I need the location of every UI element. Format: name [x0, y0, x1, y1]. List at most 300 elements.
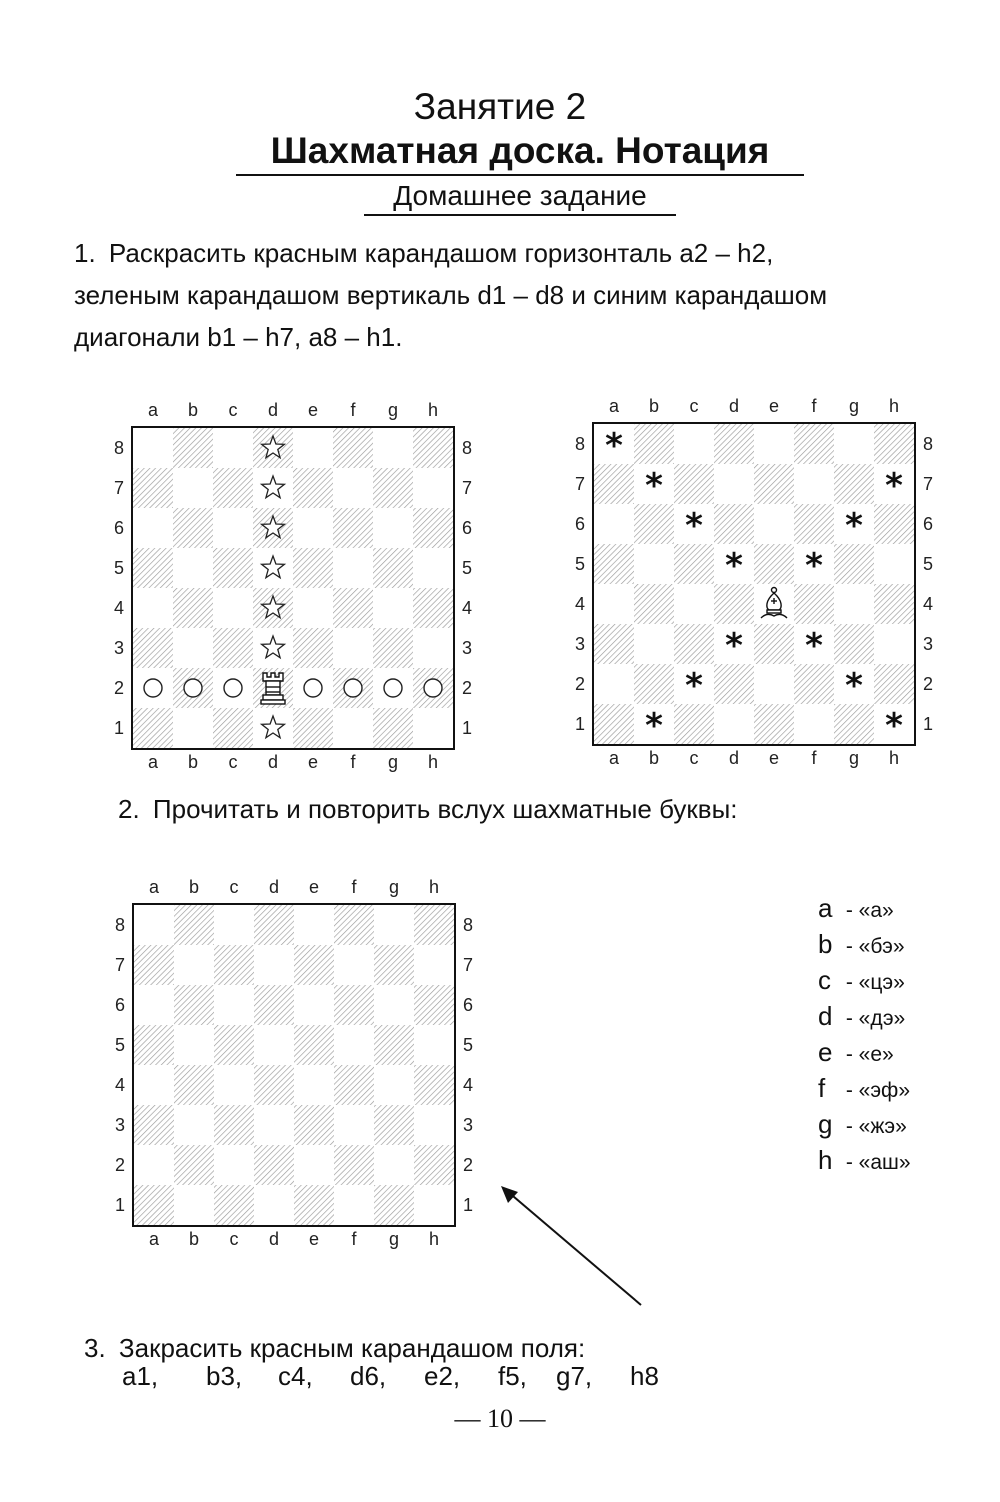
file-label: b [188, 1229, 199, 1249]
square-c7 [213, 468, 253, 508]
rank-label: 4 [462, 1075, 473, 1095]
rank-label: 7 [922, 474, 933, 494]
letter-item [818, 1037, 894, 1068]
chessboard-3 [132, 903, 456, 1227]
page-title: Шахматная доска. Нотация [236, 130, 804, 176]
square-h7 [414, 945, 454, 985]
file-label: b [188, 877, 199, 897]
square-c8 [214, 905, 254, 945]
square-a8 [133, 428, 173, 468]
rank-label: 7 [461, 478, 472, 498]
file-label: e [308, 877, 319, 897]
square-c2 [214, 1145, 254, 1185]
file-label: g [848, 396, 859, 416]
file-label: b [187, 752, 198, 772]
square-f1 [333, 708, 373, 748]
rank-label: 7 [462, 955, 473, 975]
square-f1 [794, 704, 834, 744]
rank-label: 6 [114, 995, 125, 1015]
square-b5 [173, 548, 213, 588]
file-label: g [848, 748, 859, 768]
rank-label: 1 [113, 718, 124, 738]
square-a3 [134, 1105, 174, 1145]
square-g1 [373, 708, 413, 748]
letter-item [818, 1073, 910, 1104]
letter-symbol: e [818, 1037, 833, 1067]
square-a6 [594, 504, 634, 544]
square-e6 [294, 985, 334, 1025]
letter-pronunciation: - «е» [840, 1043, 894, 1066]
rank-label: 8 [113, 438, 124, 458]
square-b2 [634, 664, 674, 704]
rank-label: 1 [114, 1195, 125, 1215]
file-label: g [387, 400, 398, 420]
square-a1 [133, 708, 173, 748]
square-g3 [834, 624, 874, 664]
task-1-line-3: диагонали b1 – h7, a8 – h1. [74, 322, 403, 352]
square-a3 [594, 624, 634, 664]
file-label: f [350, 400, 356, 420]
square-a5 [594, 544, 634, 584]
circle-mark-icon [144, 679, 162, 697]
square-label: d6, [350, 1361, 387, 1391]
letter-pronunciation: - «жэ» [840, 1115, 907, 1138]
square-h6 [413, 508, 453, 548]
file-label: h [888, 396, 899, 416]
square-d2 [714, 664, 754, 704]
file-label: e [768, 396, 779, 416]
square-e6 [754, 504, 794, 544]
circle-mark-icon [384, 679, 402, 697]
asterisk-mark-icon: * [685, 506, 703, 546]
square-f7 [333, 468, 373, 508]
square-h5 [414, 1025, 454, 1065]
rank-label: 2 [113, 678, 124, 698]
square-f6 [794, 504, 834, 544]
file-label: h [428, 877, 439, 897]
square-h5 [413, 548, 453, 588]
square-h3 [874, 624, 914, 664]
square-f8 [334, 905, 374, 945]
square-c1 [674, 704, 714, 744]
letter-symbol: b [818, 929, 833, 959]
square-d1 [254, 1185, 294, 1225]
rank-label: 6 [113, 518, 124, 538]
square-a8 [134, 905, 174, 945]
rank-label: 1 [574, 714, 585, 734]
task-3 [84, 1331, 585, 1365]
rank-label: 8 [114, 915, 125, 935]
square-g1 [374, 1185, 414, 1225]
letter-symbol: f [818, 1073, 826, 1103]
square-f2 [334, 1145, 374, 1185]
rank-label: 5 [113, 558, 124, 578]
file-label: h [428, 1229, 439, 1249]
square-f6 [334, 985, 374, 1025]
page-subtitle: Домашнее задание [364, 180, 676, 216]
file-label: d [268, 877, 279, 897]
asterisk-mark-icon: * [645, 706, 663, 744]
letter-pronunciation: - «а» [840, 899, 894, 922]
rank-label: 4 [574, 594, 585, 614]
square-f4 [794, 584, 834, 624]
square-f7 [334, 945, 374, 985]
letter-symbol: c [818, 965, 831, 995]
square-a4 [133, 588, 173, 628]
square-b8 [174, 905, 214, 945]
square-a5 [134, 1025, 174, 1065]
square-h1 [414, 1185, 454, 1225]
file-label: e [308, 1229, 319, 1249]
rank-label: 6 [462, 995, 473, 1015]
file-label: d [267, 752, 278, 772]
square-label: e2, [424, 1361, 461, 1391]
square-b3 [634, 624, 674, 664]
square-a7 [594, 464, 634, 504]
square-h7 [413, 468, 453, 508]
rank-label: 2 [461, 678, 472, 698]
letter-item [818, 893, 894, 924]
file-label: a [147, 400, 158, 420]
square-e3 [294, 1105, 334, 1145]
square-e3 [754, 624, 794, 664]
square-a1 [594, 704, 634, 744]
rank-label: 4 [461, 598, 472, 618]
square-g8 [373, 428, 413, 468]
task-1-number: 1. [74, 238, 96, 268]
square-b4 [174, 1065, 214, 1105]
square-g5 [374, 1025, 414, 1065]
square-h6 [874, 504, 914, 544]
square-c6 [213, 508, 253, 548]
rank-label: 3 [113, 638, 124, 658]
rank-label: 3 [462, 1115, 473, 1135]
square-a6 [134, 985, 174, 1025]
file-label: a [608, 396, 619, 416]
square-c5 [214, 1025, 254, 1065]
square-d4 [714, 584, 754, 624]
square-e5 [754, 544, 794, 584]
square-c3 [674, 624, 714, 664]
square-g8 [374, 905, 414, 945]
square-e1 [293, 708, 333, 748]
square-b3 [174, 1105, 214, 1145]
square-b4 [173, 588, 213, 628]
file-label: b [648, 748, 659, 768]
rank-label: 4 [922, 594, 933, 614]
square-g4 [374, 1065, 414, 1105]
file-label: c [689, 748, 699, 768]
rank-label: 7 [574, 474, 585, 494]
square-h3 [414, 1105, 454, 1145]
rank-label: 5 [114, 1035, 125, 1055]
square-g6 [374, 985, 414, 1025]
arrow-icon [495, 1178, 650, 1313]
square-c4 [214, 1065, 254, 1105]
square-b8 [634, 424, 674, 464]
file-label: e [768, 748, 779, 768]
square-f8 [333, 428, 373, 468]
square-e4 [294, 1065, 334, 1105]
square-f3 [333, 628, 373, 668]
rank-label: 5 [922, 554, 933, 574]
square-d7 [714, 464, 754, 504]
square-d8 [714, 424, 754, 464]
square-g7 [374, 945, 414, 985]
asterisk-mark-icon: * [885, 706, 903, 744]
square-label: f5, [498, 1361, 527, 1391]
letter-item [818, 1145, 911, 1176]
task-3-text: Закрасить красным карандашом поля: [118, 1333, 586, 1363]
asterisk-mark-icon: * [725, 626, 743, 666]
rank-label: 2 [114, 1155, 125, 1175]
asterisk-mark-icon: * [645, 466, 663, 506]
square-a1 [134, 1185, 174, 1225]
square-e8 [754, 424, 794, 464]
square-d8 [254, 905, 294, 945]
square-d5 [254, 1025, 294, 1065]
file-label: c [229, 1229, 239, 1249]
letter-symbol: d [818, 1001, 833, 1031]
square-f4 [334, 1065, 374, 1105]
square-b5 [634, 544, 674, 584]
file-label: g [388, 1229, 399, 1249]
rank-label: 2 [922, 674, 933, 694]
rank-label: 7 [114, 955, 125, 975]
square-g8 [834, 424, 874, 464]
square-h5 [874, 544, 914, 584]
square-c7 [214, 945, 254, 985]
square-h8 [414, 905, 454, 945]
rank-label: 2 [462, 1155, 473, 1175]
square-b7 [174, 945, 214, 985]
rank-label: 2 [574, 674, 585, 694]
file-label: c [228, 752, 238, 772]
rank-label: 1 [462, 1195, 473, 1215]
square-label: a1, [122, 1361, 159, 1391]
letter-pronunciation: - «бэ» [840, 935, 905, 958]
asterisk-mark-icon: * [845, 666, 863, 706]
rank-label: 4 [114, 1075, 125, 1095]
rank-label: 8 [461, 438, 472, 458]
square-h8 [874, 424, 914, 464]
square-g3 [374, 1105, 414, 1145]
file-label: d [728, 396, 739, 416]
asterisk-mark-icon: * [805, 626, 823, 666]
letter-item [818, 1001, 905, 1032]
square-e7 [754, 464, 794, 504]
square-a7 [134, 945, 174, 985]
square-f5 [334, 1025, 374, 1065]
square-a3 [133, 628, 173, 668]
page-number: — 10 — [454, 1404, 546, 1433]
rank-label: 1 [461, 718, 472, 738]
file-label: a [148, 877, 159, 897]
square-f8 [794, 424, 834, 464]
square-label: h8 [630, 1361, 659, 1391]
task-2-number: 2. [118, 794, 140, 824]
square-g5 [834, 544, 874, 584]
square-a2 [594, 664, 634, 704]
square-g2 [374, 1145, 414, 1185]
square-c7 [674, 464, 714, 504]
square-c8 [674, 424, 714, 464]
square-e2 [294, 1145, 334, 1185]
square-e8 [293, 428, 333, 468]
rank-label: 5 [574, 554, 585, 574]
letter-pronunciation: - «дэ» [840, 1007, 906, 1030]
square-a6 [133, 508, 173, 548]
square-a7 [133, 468, 173, 508]
square-c6 [214, 985, 254, 1025]
task-1-line-2: зеленым карандашом вертикаль d1 – d8 и синим карандашом [74, 280, 828, 310]
square-a2 [134, 1145, 174, 1185]
square-b5 [174, 1025, 214, 1065]
file-label: g [388, 877, 399, 897]
square-f6 [333, 508, 373, 548]
square-d6 [254, 985, 294, 1025]
square-a5 [133, 548, 173, 588]
square-c4 [674, 584, 714, 624]
square-h4 [413, 588, 453, 628]
chessboard-1 [131, 426, 455, 750]
square-d1 [714, 704, 754, 744]
rank-label: 4 [113, 598, 124, 618]
square-e3 [293, 628, 333, 668]
square-d3 [254, 1105, 294, 1145]
circle-mark-icon [304, 679, 322, 697]
square-d7 [254, 945, 294, 985]
letter-item [818, 965, 905, 996]
square-b1 [173, 708, 213, 748]
square-h4 [874, 584, 914, 624]
letter-pronunciation: - «цэ» [840, 971, 905, 994]
letter-symbol: g [818, 1109, 833, 1139]
square-b6 [634, 504, 674, 544]
letter-item [818, 929, 905, 960]
circle-mark-icon [184, 679, 202, 697]
square-g4 [373, 588, 413, 628]
task-1-line-1: Раскрасить красным карандашом горизонталь a2 – h2, [108, 238, 774, 268]
square-g4 [834, 584, 874, 624]
asterisk-mark-icon: * [885, 466, 903, 506]
square-f1 [334, 1185, 374, 1225]
circle-mark-icon [344, 679, 362, 697]
asterisk-mark-icon: * [725, 546, 743, 586]
rank-label: 8 [462, 915, 473, 935]
square-h8 [413, 428, 453, 468]
square-f7 [794, 464, 834, 504]
circle-mark-icon [424, 679, 442, 697]
task-2 [118, 794, 738, 825]
file-label: c [229, 877, 239, 897]
square-label: g7, [556, 1361, 593, 1391]
square-d2 [254, 1145, 294, 1185]
square-f3 [334, 1105, 374, 1145]
square-g7 [373, 468, 413, 508]
file-label: a [147, 752, 158, 772]
rank-label: 6 [574, 514, 585, 534]
file-label: d [267, 400, 278, 420]
asterisk-mark-icon: * [805, 546, 823, 586]
file-label: a [608, 748, 619, 768]
lesson-number: Занятие 2 [413, 86, 587, 127]
rank-label: 7 [113, 478, 124, 498]
file-label: c [689, 396, 699, 416]
file-label: f [350, 752, 356, 772]
square-c3 [214, 1105, 254, 1145]
file-label: b [187, 400, 198, 420]
square-e4 [293, 588, 333, 628]
square-h2 [874, 664, 914, 704]
square-h3 [413, 628, 453, 668]
square-f4 [333, 588, 373, 628]
file-label: f [811, 396, 817, 416]
file-label: c [228, 400, 238, 420]
chessboard-2 [592, 422, 916, 746]
square-c1 [213, 708, 253, 748]
file-label: d [728, 748, 739, 768]
rank-label: 5 [462, 1035, 473, 1055]
square-a4 [134, 1065, 174, 1105]
rank-label: 3 [461, 638, 472, 658]
file-label: e [307, 400, 318, 420]
asterisk-mark-icon: * [605, 426, 623, 466]
square-g3 [373, 628, 413, 668]
square-h2 [414, 1145, 454, 1185]
rank-label: 3 [114, 1115, 125, 1135]
file-label: h [427, 752, 438, 772]
square-c1 [214, 1185, 254, 1225]
task-2-text: Прочитать и повторить вслух шахматные буквы: [152, 794, 738, 824]
file-label: h [427, 400, 438, 420]
square-b7 [173, 468, 213, 508]
square-e6 [293, 508, 333, 548]
file-label: f [811, 748, 817, 768]
letter-symbol: a [818, 893, 833, 923]
rank-label: 5 [461, 558, 472, 578]
rank-label: 3 [574, 634, 585, 654]
task-3-number: 3. [84, 1333, 106, 1363]
rank-label: 3 [922, 634, 933, 654]
task-1 [74, 232, 964, 358]
square-e8 [294, 905, 334, 945]
rank-label: 6 [922, 514, 933, 534]
square-c3 [213, 628, 253, 668]
square-h4 [414, 1065, 454, 1105]
file-label: g [387, 752, 398, 772]
file-label: h [888, 748, 899, 768]
square-b2 [174, 1145, 214, 1185]
square-c5 [674, 544, 714, 584]
square-b3 [173, 628, 213, 668]
file-label: f [351, 1229, 357, 1249]
letter-pronunciation: - «аш» [840, 1151, 911, 1174]
asterisk-mark-icon: * [685, 666, 703, 706]
square-e5 [294, 1025, 334, 1065]
square-label: c4, [278, 1361, 313, 1391]
square-e1 [754, 704, 794, 744]
rank-label: 6 [461, 518, 472, 538]
square-a4 [594, 584, 634, 624]
file-label: d [268, 1229, 279, 1249]
square-f5 [333, 548, 373, 588]
square-e7 [294, 945, 334, 985]
asterisk-mark-icon: * [845, 506, 863, 546]
square-e1 [294, 1185, 334, 1225]
file-label: e [307, 752, 318, 772]
square-c5 [213, 548, 253, 588]
